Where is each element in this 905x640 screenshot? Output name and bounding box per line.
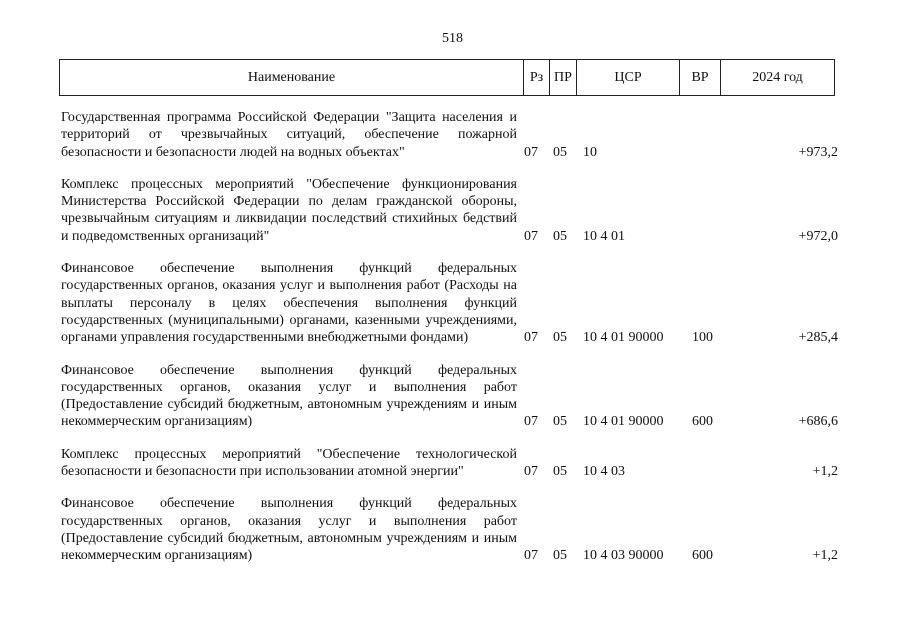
page-number: 518 [442,31,463,46]
row-csr: 10 [583,144,597,160]
row-pr: 05 [553,144,567,160]
row-pr: 05 [553,330,567,346]
row-name: Комплекс процессных мероприятий "Обеспечение технологической безопасности и безопасности при использовании атомной энергии" [61,446,517,480]
table-row [61,362,838,431]
row-csr: 10 4 01 90000 [583,330,664,346]
row-rz: 07 [524,464,538,480]
row-rz: 07 [524,330,538,346]
row-csr: 10 4 03 [583,464,625,480]
row-csr: 10 4 01 [583,228,625,244]
row-vr: 100 [692,330,713,346]
row-vr: 600 [692,548,713,564]
row-csr: 10 4 03 90000 [583,548,664,564]
header-csr: ЦСР [577,60,680,95]
row-pr: 05 [553,228,567,244]
table-row [61,495,838,564]
row-rz: 07 [524,548,538,564]
row-amount: +1,2 [812,464,838,480]
row-pr: 05 [553,414,567,430]
row-name: Комплекс процессных мероприятий "Обеспечение функционирования Министерства Российской Федерации по делам гражданской обороны, чрезвычайным ситуациям и ликвидации последствий стихийных бедствий и подведомственных организаций" [61,176,517,244]
row-csr: 10 4 01 90000 [583,414,664,430]
header-name: Наименование [60,60,524,95]
row-pr: 05 [553,548,567,564]
row-name: Финансовое обеспечение выполнения функций федеральных государственных органов, оказания услуг и выполнения работ (Предоставление субсидий бюджетным, автономным учреждениям и иным некоммерческим организациям) [61,496,517,564]
table-row [61,260,838,346]
row-amount: +972,0 [798,228,838,244]
row-pr: 05 [553,464,567,480]
header-pr: ПР [550,60,577,95]
table-row [61,176,838,245]
row-name: Финансовое обеспечение выполнения функций федеральных государственных органов, оказания услуг и выполнения работ (Расходы на выплаты персоналу в целях обеспечения выполнения функций государственных (муниципальными) органами, казенными учреждениями, органами управления государственными внебюджетными фондами) [61,261,517,346]
row-vr: 600 [692,414,713,430]
header-year: 2024 год [752,69,803,85]
row-name: Государственная программа Российской Федерации "Защита населения и территорий от чрезвычайных ситуаций, обеспечение пожарной безопасности и безопасности людей на водных объектах" [61,110,517,160]
row-rz: 07 [524,414,538,430]
header-vr: ВР [680,60,721,95]
row-amount: +686,6 [798,414,838,430]
header-rz: Рз [524,60,550,95]
table-row [61,109,838,161]
table-row [61,446,838,481]
row-amount: +973,2 [798,144,838,160]
table-body [61,109,838,580]
row-amount: +1,2 [812,548,838,564]
row-name: Финансовое обеспечение выполнения функций федеральных государственных органов, оказания услуг и выполнения работ (Предоставление субсидий бюджетным, автономным учреждениям и иным некоммерческим организациям) [61,362,517,430]
row-rz: 07 [524,144,538,160]
row-rz: 07 [524,228,538,244]
table-header [59,59,835,96]
row-amount: +285,4 [798,330,838,346]
